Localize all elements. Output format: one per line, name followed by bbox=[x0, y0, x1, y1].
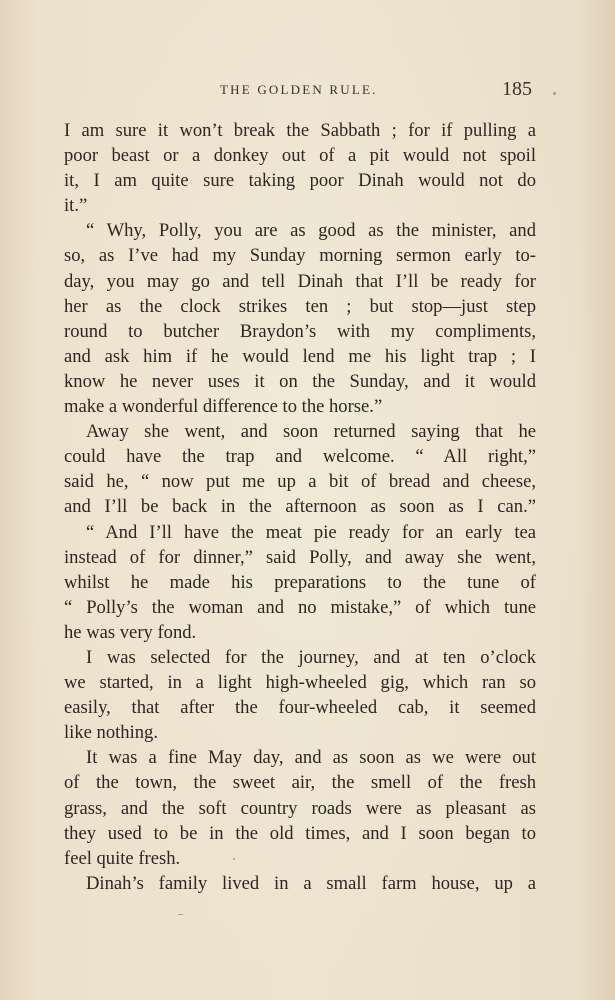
text-line: and ask him if he would lend me his light trap ; I bbox=[64, 345, 536, 367]
text-line: it, I am quite sure taking poor Dinah would not do bbox=[64, 170, 536, 192]
text-line: It was a fine May day, and as soon as we were out bbox=[86, 747, 536, 769]
text-line: could have the trap and welcome. “ All right,” bbox=[64, 446, 536, 468]
running-title: THE GOLDEN RULE. bbox=[220, 82, 378, 97]
text-line: “ And I’ll have the meat pie ready for an early tea bbox=[86, 521, 536, 543]
body-text bbox=[64, 118, 536, 896]
text-line: like nothing. bbox=[64, 722, 158, 744]
page-number: 185 bbox=[502, 78, 532, 100]
text-line: feel quite fresh. bbox=[64, 847, 181, 869]
text-line: know he never uses it on the Sunday, and it would bbox=[64, 370, 536, 392]
text-line: of the town, the sweet air, the smell of the fresh bbox=[64, 772, 536, 794]
text-line: poor beast or a donkey out of a pit would not spoil bbox=[64, 145, 536, 167]
text-line: day, you may go and tell Dinah that I’ll be ready for bbox=[64, 270, 536, 292]
text-line: her as the clock strikes ten ; but stop—just step bbox=[64, 295, 536, 317]
text-line: and I’ll be back in the afternoon as soon as I can.” bbox=[64, 496, 536, 518]
paper-speck bbox=[233, 858, 235, 860]
text-line: said he, “ now put me up a bit of bread and cheese, bbox=[64, 471, 536, 493]
text-line: instead of for dinner,” said Polly, and away she went, bbox=[64, 546, 536, 568]
text-line: grass, and the soft country roads were as pleasant as bbox=[64, 797, 536, 819]
text-line: make a wonderful difference to the horse.” bbox=[64, 396, 383, 418]
text-line: easily, that after the four-wheeled cab, it seemed bbox=[64, 697, 536, 719]
text-line: I am sure it won’t break the Sabbath ; for if pulling a bbox=[64, 120, 536, 141]
page-header bbox=[0, 78, 615, 102]
text-line: Dinah’s family lived in a small farm house, up a bbox=[86, 872, 536, 894]
text-line: “ Why, Polly, you are as good as the minister, and bbox=[86, 220, 536, 242]
text-line: so, as I’ve had my Sunday morning sermon early to- bbox=[64, 245, 536, 267]
text-line: we started, in a light high-wheeled gig, which ran so bbox=[64, 672, 536, 694]
paper-speck bbox=[553, 92, 556, 95]
text-line: “ Polly’s the woman and no mistake,” of which tune bbox=[64, 596, 536, 618]
text-line: whilst he made his preparations to the tune of bbox=[64, 571, 536, 593]
text-line: I was selected for the journey, and at ten o’clock bbox=[86, 646, 536, 668]
text-line: he was very fond. bbox=[64, 621, 197, 643]
text-line: round to butcher Braydon’s with my compliments, bbox=[64, 320, 536, 342]
paper-speck bbox=[178, 914, 183, 915]
text-line: Away she went, and soon returned saying that he bbox=[86, 421, 536, 443]
text-line: it.” bbox=[64, 195, 88, 217]
text-line: they used to be in the old times, and I soon began to bbox=[64, 822, 536, 844]
